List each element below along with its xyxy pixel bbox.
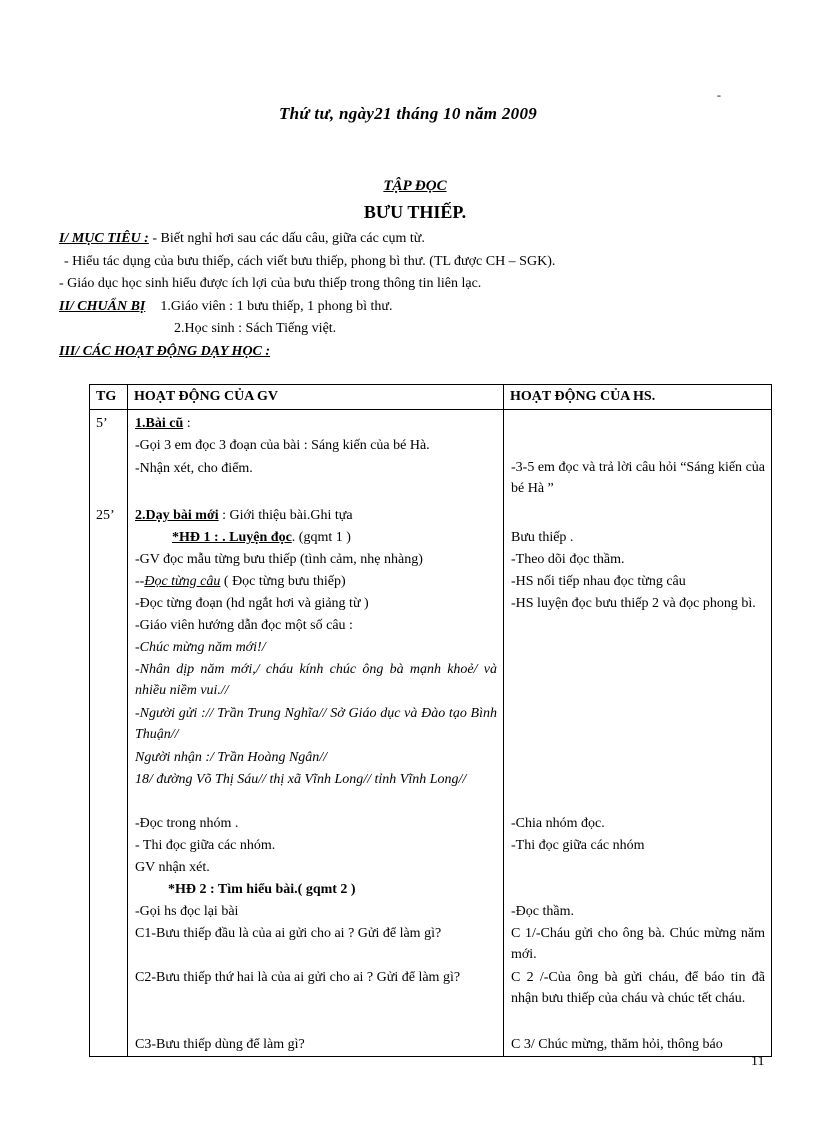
gv-line: GV nhận xét.	[135, 860, 210, 875]
question-2: C2-Bưu thiếp thứ hai là của ai gửi cho ai ? Gửi để làm gì?	[135, 970, 461, 985]
preparation-student: 2.Học sinh : Sách Tiếng việt.	[174, 321, 337, 336]
gv-line: - Thi đọc giữa các nhóm.	[135, 838, 276, 853]
gv-line: -GV đọc mẫu từng bưu thiếp (tình cảm, nhẹ nhàng)	[135, 552, 423, 567]
gv-line: -Gọi hs đọc lại bài	[135, 904, 239, 919]
table-body-row	[90, 410, 772, 1057]
gv-line: -Đọc trong nhóm .	[135, 816, 239, 831]
student-column	[504, 410, 772, 1057]
reading-sample: 18/ đường Võ Thị Sáu// thị xã Vĩnh Long// tỉnh Vĩnh Long//	[135, 772, 467, 787]
time-25: 25’	[96, 508, 115, 523]
activity-2-heading: *HĐ 2 : Tìm hiểu bài.( gqmt 2 )	[168, 882, 356, 897]
hs-line: -Thi đọc giữa các nhóm	[511, 838, 645, 853]
page-number: 11	[751, 1054, 765, 1069]
objectives-label: I/ MỤC TIÊU :	[59, 231, 149, 246]
lesson-activities-table	[89, 384, 772, 1057]
objectives-line-3: - Giáo dục học sinh hiểu được ích lợi của bưu thiếp trong thông tin liên lạc.	[59, 276, 482, 291]
corner-dash: -	[717, 88, 721, 102]
reading-sample: -Chúc mừng năm mới!/	[135, 640, 266, 655]
header-hs: HOẠT ĐỘNG CỦA HS.	[504, 385, 772, 410]
question-3: C3-Bưu thiếp dùng để làm gì?	[135, 1037, 305, 1052]
hs-line: -Chia nhóm đọc.	[511, 816, 605, 831]
reading-sample: -Người gửi :// Trần Trung Nghĩa// Sở Giáo dục và Đào tạo Bình Thuận//	[135, 706, 497, 742]
gv-line: -Gọi 3 em đọc 3 đoạn của bài : Sáng kiến của bé Hà.	[135, 438, 430, 453]
old-lesson-heading: 1.Bài cũ :	[135, 416, 191, 431]
answer-2: C 2 /-Của ông bà gửi cháu, để báo tin đã nhận bưu thiếp của cháu và chúc tết cháu.	[511, 970, 765, 1006]
reading-sample: Người nhận :/ Trần Hoàng Ngân//	[135, 750, 328, 765]
hs-line: -HS nối tiếp nhau đọc từng câu	[511, 574, 686, 589]
hs-line: -3-5 em đọc và trả lời câu hỏi “Sáng kiến của bé Hà ”	[511, 460, 765, 496]
answer-3: C 3/ Chúc mừng, thăm hỏi, thông báo	[511, 1037, 723, 1052]
gv-line: --Đọc từng câu ( Đọc từng bưu thiếp)	[135, 574, 346, 589]
preparation-label: II/ CHUẨN BỊ	[59, 299, 146, 314]
hs-line: -Theo dõi đọc thầm.	[511, 552, 625, 567]
preparation-line-1	[59, 299, 393, 315]
lesson-date: Thứ tư, ngày21 tháng 10 năm 2009	[278, 104, 538, 123]
objectives-line-2: - Hiểu tác dụng của bưu thiếp, cách viết bưu thiếp, phong bì thư. (TL được CH – SGK).	[64, 254, 556, 269]
hs-line: -HS luyện đọc bưu thiếp 2 và đọc phong bì.	[511, 596, 756, 611]
teacher-column	[128, 410, 504, 1057]
objectives-text-1: - Biết nghỉ hơi sau các dấu câu, giữa các cụm từ.	[148, 231, 425, 246]
table-header-row	[90, 385, 772, 410]
gv-line: -Nhận xét, cho điểm.	[135, 461, 253, 476]
objectives-line-1	[59, 231, 425, 247]
gv-line: -Giáo viên hướng dẫn đọc một số câu :	[135, 618, 353, 633]
gv-line: -Đọc từng đoạn (hd ngắt hơi và giảng từ )	[135, 596, 369, 611]
preparation-teacher: 1.Giáo viên : 1 bưu thiếp, 1 phong bì thư.	[160, 299, 393, 314]
hs-line: -Đọc thầm.	[511, 904, 574, 919]
time-5: 5’	[96, 416, 108, 431]
new-lesson-heading: 2.Dạy bài mới : Giới thiệu bài.Ghi tựa	[135, 508, 353, 523]
time-column	[90, 410, 128, 1057]
lesson-title: BƯU THIẾP.	[363, 202, 467, 222]
hs-line: Bưu thiếp .	[511, 530, 574, 545]
reading-sample: -Nhân dịp năm mới,/ cháu kính chúc ông bà mạnh khoẻ/ và nhiều niềm vui.//	[135, 662, 497, 698]
question-1: C1-Bưu thiếp đầu là của ai gửi cho ai ? Gửi để làm gì?	[135, 926, 442, 941]
activities-label: III/ CÁC HOẠT ĐỘNG DẠY HỌC :	[59, 344, 271, 359]
subject-heading: TẬP ĐỌC	[383, 178, 447, 194]
activity-1-heading: *HĐ 1 : . Luyện đọc. (gqmt 1 )	[172, 530, 351, 545]
answer-1: C 1/-Cháu gửi cho ông bà. Chúc mừng năm mới.	[511, 926, 765, 962]
header-gv: HOẠT ĐỘNG CỦA GV	[128, 385, 504, 410]
header-tg: TG	[90, 385, 128, 410]
